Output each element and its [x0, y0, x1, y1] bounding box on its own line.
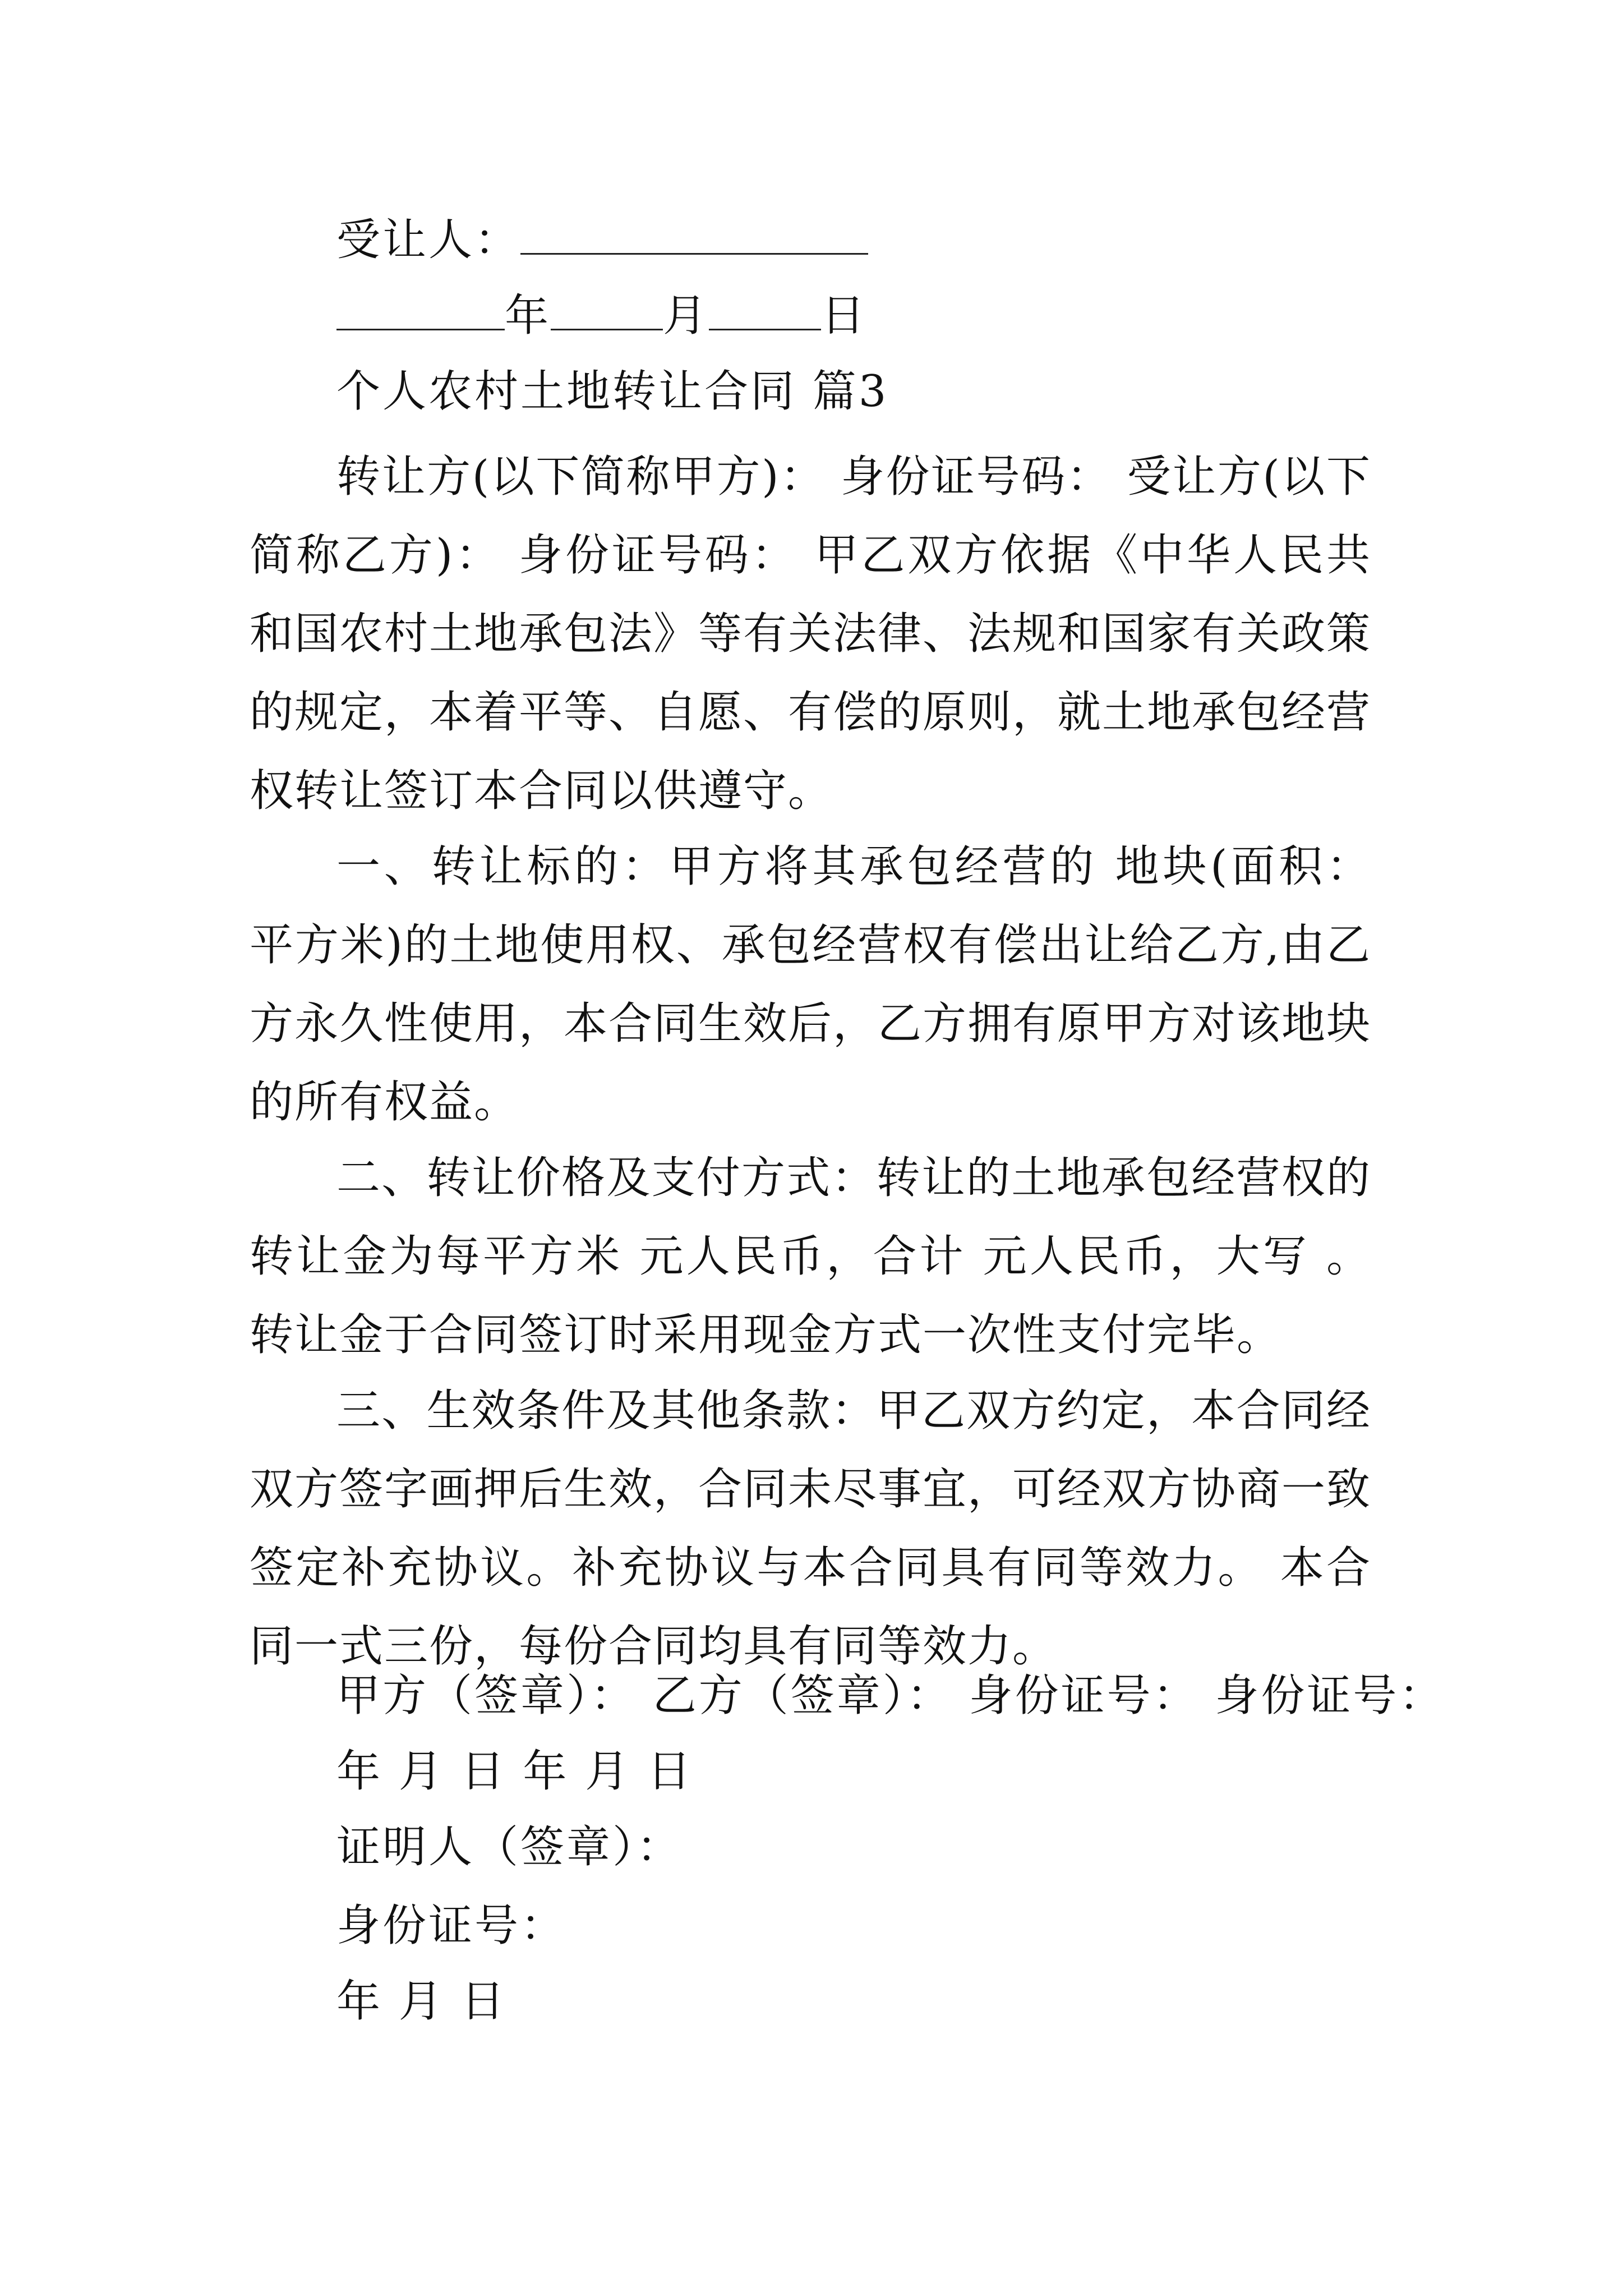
witness-id-line: 身份证号： — [336, 1901, 567, 1951]
month-blank — [551, 289, 663, 330]
signature-parties-line: 甲方（签章）： 乙方（签章）： 身份证号： 身份证号： — [336, 1671, 1445, 1721]
preamble-paragraph: 转让方(以下简称甲方)： 身份证号码： 受让方(以下简称乙方)： 身份证号码： 甲乙双方依据《中华人民共和国农村土地承包法》等有关法律、法规和国家有关政策的规定，本着平等、自愿、有偿的原则，就土地承包经营权转让签订本合同以供遵守。 — [250, 452, 1372, 816]
year-blank — [336, 289, 505, 330]
clause-3-paragraph: 三、生效条件及其他条款：甲乙双方约定，本合同经双方签字画押后生效，合同未尽事宜，可经双方协商一致签定补充协议。补充协议与本合同具有同等效力。 本合同一式三份，每份合同均具有同等效力。 — [250, 1386, 1372, 1672]
signature-dates-line: 年 月 日 年 月 日 — [336, 1746, 693, 1797]
transferee-label: 受让人： — [336, 215, 521, 265]
transferee-blank — [520, 214, 868, 255]
day-blank — [709, 289, 821, 330]
transferee-line — [336, 213, 868, 267]
clause-1-paragraph: 一、转让标的：甲方将其承包经营的 地块(面积： 平方米)的土地使用权、承包经营权有偿出让给乙方,由乙方永久性使用，本合同生效后，乙方拥有原甲方对该地块的所有权益。 — [250, 841, 1372, 1128]
witness-line: 证明人（签章）： — [336, 1822, 683, 1872]
month-label: 月 — [663, 291, 709, 341]
witness-date-line: 年 月 日 — [336, 1976, 507, 2027]
clause-2-paragraph: 二、转让价格及支付方式：转让的土地承包经营权的转让金为每平方米 元人民币，合计 元人民币，大写 。转让金于合同签订时采用现金方式一次性支付完毕。 — [250, 1153, 1371, 1360]
date-line — [336, 289, 867, 343]
year-label: 年 — [505, 291, 551, 341]
section-title: 个人农村土地转让合同 篇3 — [336, 366, 889, 417]
day-label: 日 — [821, 291, 868, 341]
